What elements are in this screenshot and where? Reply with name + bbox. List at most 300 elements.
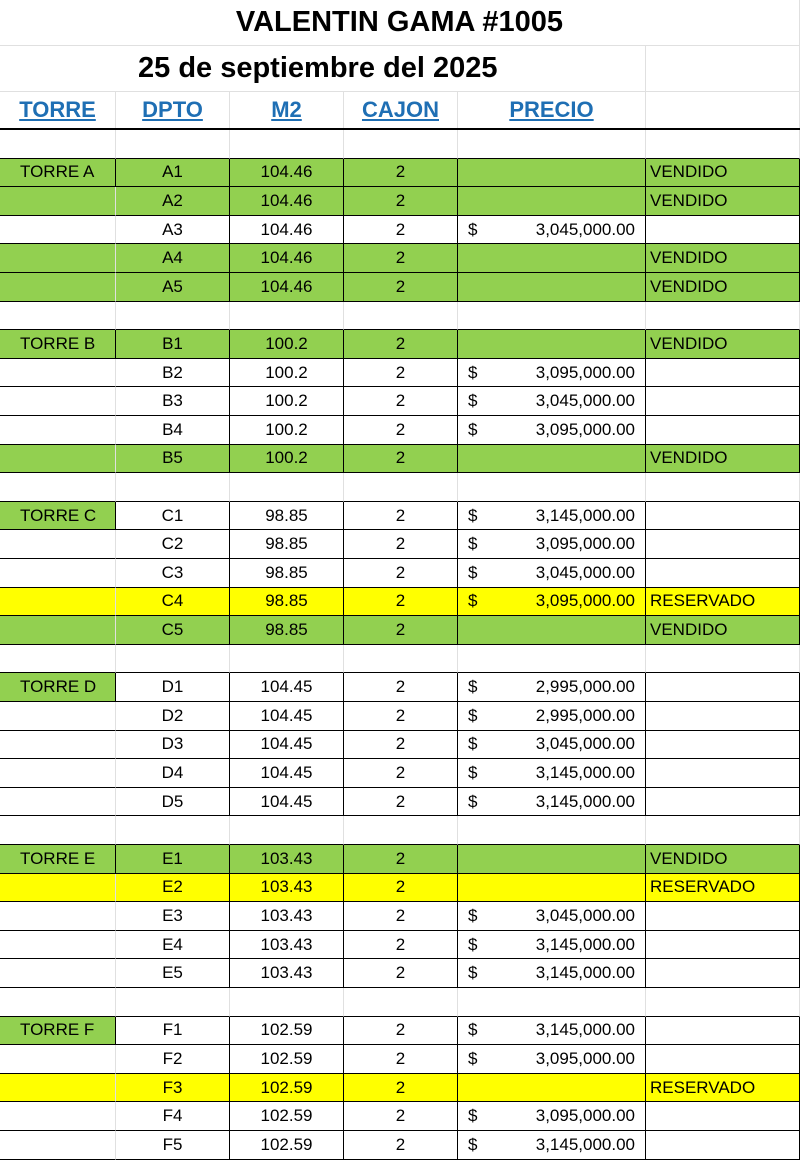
currency-symbol: $	[468, 791, 478, 811]
empty-cell	[0, 445, 116, 474]
unit-precio: 3,145,000.00	[535, 934, 635, 954]
unit-dpto: C1	[116, 502, 230, 531]
unit-precio: 3,095,000.00	[535, 419, 635, 439]
unit-cajon: 2	[344, 759, 458, 788]
unit-precio-cell	[458, 616, 646, 645]
unit-status	[646, 788, 800, 817]
unit-cajon: 2	[344, 445, 458, 474]
empty-cell	[0, 130, 116, 159]
unit-m2: 103.43	[230, 845, 344, 874]
unit-m2: 98.85	[230, 588, 344, 617]
unit-m2: 103.43	[230, 874, 344, 903]
unit-m2: 102.59	[230, 1074, 344, 1103]
header-cajon: CAJON	[344, 92, 458, 128]
title-row	[0, 0, 800, 46]
spacer-row	[0, 816, 800, 845]
empty-cell	[646, 988, 800, 1017]
unit-status	[646, 1017, 800, 1046]
unit-cajon: 2	[344, 530, 458, 559]
unit-m2: 102.59	[230, 1045, 344, 1074]
empty-cell	[0, 902, 116, 931]
unit-cajon: 2	[344, 416, 458, 445]
unit-cajon: 2	[344, 874, 458, 903]
table-row	[0, 702, 800, 731]
unit-precio-cell	[458, 159, 646, 188]
unit-dpto: D1	[116, 673, 230, 702]
unit-dpto: D4	[116, 759, 230, 788]
unit-dpto: C5	[116, 616, 230, 645]
unit-m2: 104.45	[230, 702, 344, 731]
table-row	[0, 359, 800, 388]
unit-status	[646, 502, 800, 531]
spacer-row	[0, 130, 800, 159]
spacer-row	[0, 302, 800, 331]
unit-dpto: A5	[116, 273, 230, 302]
unit-dpto: D5	[116, 788, 230, 817]
unit-precio-cell	[458, 1102, 646, 1131]
unit-status	[646, 530, 800, 559]
empty-cell	[0, 273, 116, 302]
unit-m2: 102.59	[230, 1017, 344, 1046]
table-row	[0, 445, 800, 474]
table-row	[0, 959, 800, 988]
empty-cell	[0, 874, 116, 903]
unit-precio: 2,995,000.00	[535, 705, 635, 725]
unit-m2: 104.45	[230, 673, 344, 702]
unit-status: VENDIDO	[646, 616, 800, 645]
unit-m2: 103.43	[230, 959, 344, 988]
unit-precio-cell	[458, 1074, 646, 1103]
unit-cajon: 2	[344, 216, 458, 245]
empty-cell	[0, 1102, 116, 1131]
unit-precio-cell	[458, 244, 646, 273]
sheet-title: VALENTIN GAMA #1005	[0, 0, 800, 46]
unit-precio: 3,095,000.00	[535, 1106, 635, 1126]
unit-m2: 104.45	[230, 731, 344, 760]
empty-cell	[458, 988, 646, 1017]
tower-name: TORRE D	[0, 673, 116, 702]
unit-precio: 3,045,000.00	[535, 734, 635, 754]
unit-status	[646, 702, 800, 731]
table-row	[0, 759, 800, 788]
unit-dpto: B2	[116, 359, 230, 388]
unit-dpto: D2	[116, 702, 230, 731]
unit-cajon: 2	[344, 588, 458, 617]
currency-symbol: $	[468, 1134, 478, 1154]
spacer-row	[0, 473, 800, 502]
empty-cell	[0, 416, 116, 445]
table-row	[0, 187, 800, 216]
unit-precio: 3,145,000.00	[535, 963, 635, 983]
unit-m2: 103.43	[230, 931, 344, 960]
unit-cajon: 2	[344, 502, 458, 531]
empty-cell	[116, 130, 230, 159]
empty-cell	[0, 559, 116, 588]
empty-cell	[0, 588, 116, 617]
unit-dpto: F5	[116, 1131, 230, 1160]
currency-symbol: $	[468, 391, 478, 411]
table-row	[0, 530, 800, 559]
unit-m2: 103.43	[230, 902, 344, 931]
table-row	[0, 845, 800, 874]
table-row	[0, 788, 800, 817]
unit-precio-cell	[458, 216, 646, 245]
empty-cell	[0, 1131, 116, 1160]
currency-symbol: $	[468, 1020, 478, 1040]
header-m2: M2	[230, 92, 344, 128]
currency-symbol: $	[468, 419, 478, 439]
unit-precio-cell	[458, 1017, 646, 1046]
unit-status: VENDIDO	[646, 330, 800, 359]
unit-dpto: D3	[116, 731, 230, 760]
currency-symbol: $	[468, 677, 478, 697]
unit-m2: 100.2	[230, 416, 344, 445]
unit-dpto: A4	[116, 244, 230, 273]
empty-cell	[0, 959, 116, 988]
unit-status: VENDIDO	[646, 273, 800, 302]
unit-m2: 104.46	[230, 159, 344, 188]
empty-cell	[0, 731, 116, 760]
unit-dpto: A1	[116, 159, 230, 188]
unit-precio: 3,095,000.00	[535, 591, 635, 611]
currency-symbol: $	[468, 219, 478, 239]
table-row	[0, 502, 800, 531]
unit-precio-cell	[458, 559, 646, 588]
table-row	[0, 673, 800, 702]
unit-status	[646, 1131, 800, 1160]
unit-dpto: B5	[116, 445, 230, 474]
empty-cell	[344, 645, 458, 674]
unit-dpto: F4	[116, 1102, 230, 1131]
unit-precio: 3,045,000.00	[535, 219, 635, 239]
empty-cell	[344, 130, 458, 159]
unit-m2: 98.85	[230, 530, 344, 559]
unit-cajon: 2	[344, 902, 458, 931]
unit-dpto: F1	[116, 1017, 230, 1046]
unit-status: VENDIDO	[646, 845, 800, 874]
unit-cajon: 2	[344, 1045, 458, 1074]
unit-dpto: E4	[116, 931, 230, 960]
table-row	[0, 731, 800, 760]
header-status	[646, 92, 800, 128]
unit-precio-cell	[458, 702, 646, 731]
currency-symbol: $	[468, 591, 478, 611]
unit-dpto: C3	[116, 559, 230, 588]
unit-cajon: 2	[344, 359, 458, 388]
empty-cell	[344, 816, 458, 845]
unit-precio-cell	[458, 959, 646, 988]
empty-cell	[230, 816, 344, 845]
unit-m2: 104.45	[230, 759, 344, 788]
unit-precio-cell	[458, 1131, 646, 1160]
table-row	[0, 902, 800, 931]
empty-cell	[0, 530, 116, 559]
unit-dpto: E5	[116, 959, 230, 988]
table-row	[0, 931, 800, 960]
empty-cell	[458, 816, 646, 845]
unit-precio: 3,145,000.00	[535, 762, 635, 782]
currency-symbol: $	[468, 762, 478, 782]
table-row	[0, 159, 800, 188]
empty-cell	[0, 645, 116, 674]
unit-status	[646, 759, 800, 788]
header-precio: PRECIO	[458, 92, 646, 128]
unit-precio: 3,045,000.00	[535, 905, 635, 925]
empty-cell	[0, 473, 116, 502]
unit-precio-cell	[458, 187, 646, 216]
unit-precio-cell	[458, 788, 646, 817]
table-row	[0, 1102, 800, 1131]
unit-status: VENDIDO	[646, 187, 800, 216]
unit-status	[646, 1102, 800, 1131]
unit-dpto: B1	[116, 330, 230, 359]
currency-symbol: $	[468, 362, 478, 382]
unit-cajon: 2	[344, 273, 458, 302]
unit-precio-cell	[458, 387, 646, 416]
unit-dpto: A2	[116, 187, 230, 216]
unit-status	[646, 731, 800, 760]
unit-precio-cell	[458, 731, 646, 760]
unit-dpto: C4	[116, 588, 230, 617]
unit-cajon: 2	[344, 330, 458, 359]
unit-precio-cell	[458, 530, 646, 559]
unit-m2: 104.45	[230, 788, 344, 817]
unit-status	[646, 359, 800, 388]
unit-cajon: 2	[344, 788, 458, 817]
empty-cell	[0, 788, 116, 817]
unit-dpto: B3	[116, 387, 230, 416]
currency-symbol: $	[468, 534, 478, 554]
empty-cell	[230, 645, 344, 674]
tower-name: TORRE E	[0, 845, 116, 874]
table-row	[0, 273, 800, 302]
empty-cell	[0, 931, 116, 960]
unit-precio-cell	[458, 902, 646, 931]
unit-status: VENDIDO	[646, 445, 800, 474]
unit-precio: 3,095,000.00	[535, 1048, 635, 1068]
table-row	[0, 588, 800, 617]
empty-cell	[458, 645, 646, 674]
empty-cell	[230, 130, 344, 159]
unit-precio-cell	[458, 273, 646, 302]
unit-precio-cell	[458, 673, 646, 702]
unit-precio: 3,145,000.00	[535, 1020, 635, 1040]
date-row	[0, 46, 800, 92]
empty-cell	[0, 759, 116, 788]
tower-name: TORRE B	[0, 330, 116, 359]
table-row	[0, 416, 800, 445]
unit-dpto: E2	[116, 874, 230, 903]
unit-precio: 3,045,000.00	[535, 391, 635, 411]
unit-dpto: E1	[116, 845, 230, 874]
unit-m2: 100.2	[230, 359, 344, 388]
currency-symbol: $	[468, 934, 478, 954]
empty-cell	[458, 473, 646, 502]
unit-dpto: E3	[116, 902, 230, 931]
unit-status	[646, 387, 800, 416]
unit-m2: 100.2	[230, 330, 344, 359]
empty-cell	[0, 702, 116, 731]
unit-cajon: 2	[344, 244, 458, 273]
currency-symbol: $	[468, 734, 478, 754]
unit-dpto: A3	[116, 216, 230, 245]
unit-status: VENDIDO	[646, 159, 800, 188]
unit-status	[646, 416, 800, 445]
empty-cell	[344, 302, 458, 331]
unit-precio: 3,095,000.00	[535, 362, 635, 382]
unit-m2: 98.85	[230, 616, 344, 645]
unit-precio: 2,995,000.00	[535, 677, 635, 697]
unit-cajon: 2	[344, 959, 458, 988]
unit-m2: 100.2	[230, 445, 344, 474]
empty-cell	[0, 988, 116, 1017]
empty-cell	[0, 816, 116, 845]
empty-cell	[116, 645, 230, 674]
header-dpto: DPTO	[116, 92, 230, 128]
header-torre: TORRE	[0, 92, 116, 128]
unit-m2: 104.46	[230, 216, 344, 245]
unit-m2: 102.59	[230, 1102, 344, 1131]
unit-cajon: 2	[344, 702, 458, 731]
empty-cell	[344, 473, 458, 502]
table-row	[0, 1131, 800, 1160]
empty-cell	[0, 216, 116, 245]
table-row	[0, 874, 800, 903]
unit-cajon: 2	[344, 931, 458, 960]
unit-m2: 98.85	[230, 502, 344, 531]
sheet-date: 25 de septiembre del 2025	[0, 46, 646, 92]
currency-symbol: $	[468, 963, 478, 983]
unit-dpto: C2	[116, 530, 230, 559]
currency-symbol: $	[468, 1106, 478, 1126]
unit-precio: 3,145,000.00	[535, 505, 635, 525]
unit-dpto: F3	[116, 1074, 230, 1103]
empty-cell	[646, 130, 800, 159]
table-row	[0, 216, 800, 245]
unit-status: RESERVADO	[646, 1074, 800, 1103]
unit-m2: 104.46	[230, 244, 344, 273]
unit-status: RESERVADO	[646, 874, 800, 903]
unit-dpto: F2	[116, 1045, 230, 1074]
unit-m2: 102.59	[230, 1131, 344, 1160]
empty-cell	[458, 130, 646, 159]
column-header-row	[0, 92, 800, 130]
unit-precio: 3,145,000.00	[535, 1134, 635, 1154]
empty-cell	[116, 473, 230, 502]
unit-precio: 3,045,000.00	[535, 562, 635, 582]
empty-cell	[0, 1045, 116, 1074]
unit-status	[646, 559, 800, 588]
unit-cajon: 2	[344, 845, 458, 874]
table-row	[0, 387, 800, 416]
currency-symbol: $	[468, 905, 478, 925]
unit-precio: 3,095,000.00	[535, 534, 635, 554]
unit-m2: 104.46	[230, 187, 344, 216]
table-row	[0, 244, 800, 273]
unit-precio: 3,145,000.00	[535, 791, 635, 811]
tower-name: TORRE A	[0, 159, 116, 188]
empty-cell	[646, 46, 800, 92]
currency-symbol: $	[468, 705, 478, 725]
unit-precio-cell	[458, 330, 646, 359]
currency-symbol: $	[468, 1048, 478, 1068]
empty-cell	[646, 473, 800, 502]
empty-cell	[646, 816, 800, 845]
table-row	[0, 1045, 800, 1074]
empty-cell	[344, 988, 458, 1017]
unit-cajon: 2	[344, 1017, 458, 1046]
empty-cell	[0, 387, 116, 416]
empty-cell	[116, 988, 230, 1017]
empty-cell	[646, 302, 800, 331]
unit-cajon: 2	[344, 1074, 458, 1103]
tower-name: TORRE C	[0, 502, 116, 531]
currency-symbol: $	[468, 562, 478, 582]
spacer-row	[0, 988, 800, 1017]
tower-name: TORRE F	[0, 1017, 116, 1046]
unit-cajon: 2	[344, 731, 458, 760]
empty-cell	[0, 616, 116, 645]
empty-cell	[116, 302, 230, 331]
empty-cell	[458, 302, 646, 331]
unit-precio-cell	[458, 359, 646, 388]
empty-cell	[116, 816, 230, 845]
empty-cell	[646, 645, 800, 674]
unit-m2: 100.2	[230, 387, 344, 416]
unit-precio-cell	[458, 759, 646, 788]
unit-status: RESERVADO	[646, 588, 800, 617]
empty-cell	[0, 302, 116, 331]
empty-cell	[230, 988, 344, 1017]
unit-m2: 98.85	[230, 559, 344, 588]
unit-cajon: 2	[344, 159, 458, 188]
unit-cajon: 2	[344, 1131, 458, 1160]
unit-precio-cell	[458, 445, 646, 474]
table-row	[0, 1017, 800, 1046]
unit-cajon: 2	[344, 187, 458, 216]
unit-cajon: 2	[344, 673, 458, 702]
unit-precio-cell	[458, 502, 646, 531]
unit-precio-cell	[458, 931, 646, 960]
empty-cell	[0, 1074, 116, 1103]
empty-cell	[230, 473, 344, 502]
unit-status	[646, 959, 800, 988]
unit-cajon: 2	[344, 1102, 458, 1131]
unit-precio-cell	[458, 1045, 646, 1074]
unit-status: VENDIDO	[646, 244, 800, 273]
empty-cell	[0, 244, 116, 273]
unit-dpto: B4	[116, 416, 230, 445]
currency-symbol: $	[468, 505, 478, 525]
unit-m2: 104.46	[230, 273, 344, 302]
unit-precio-cell	[458, 588, 646, 617]
table-row	[0, 330, 800, 359]
unit-precio-cell	[458, 874, 646, 903]
empty-cell	[230, 302, 344, 331]
unit-cajon: 2	[344, 387, 458, 416]
table-row	[0, 1074, 800, 1103]
unit-status	[646, 902, 800, 931]
table-row	[0, 616, 800, 645]
unit-status	[646, 216, 800, 245]
unit-cajon: 2	[344, 559, 458, 588]
unit-status	[646, 673, 800, 702]
empty-cell	[0, 359, 116, 388]
unit-precio-cell	[458, 416, 646, 445]
unit-precio-cell	[458, 845, 646, 874]
unit-cajon: 2	[344, 616, 458, 645]
spacer-row	[0, 645, 800, 674]
